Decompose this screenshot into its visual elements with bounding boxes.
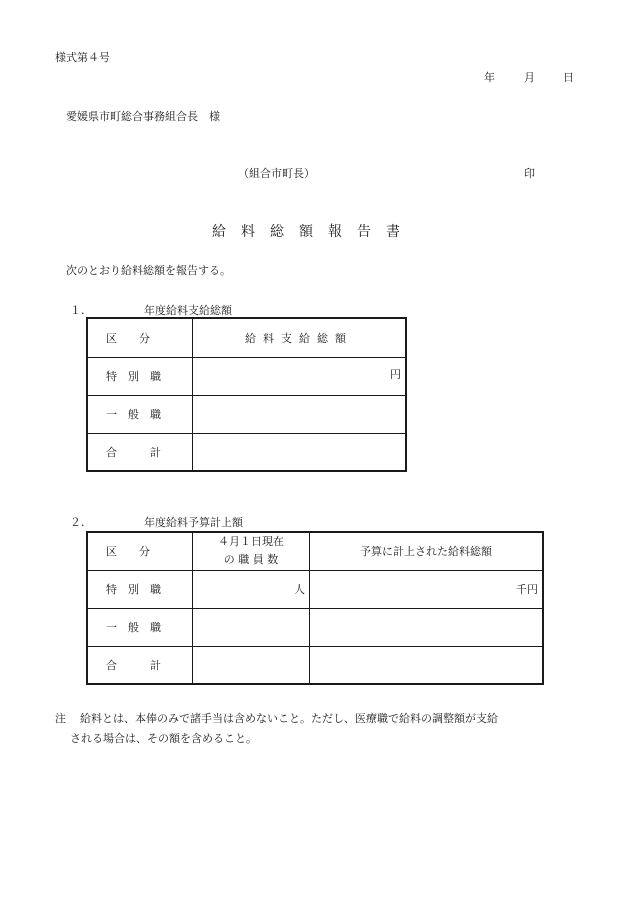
intro-text: 次のとおり給料総額を報告する。 [66, 264, 231, 277]
document-title: 給料総額報告書 [212, 224, 415, 240]
salary-budget-table [86, 531, 544, 685]
form-number: 様式第４号 [55, 51, 110, 64]
section1-number: １. [70, 304, 85, 317]
budget-cell[interactable] [310, 570, 544, 608]
amount-cell[interactable] [193, 357, 407, 395]
amount-cell[interactable] [193, 433, 407, 471]
section1-heading: 年度給料支給総額 [144, 304, 232, 317]
row-label: 合 計 [87, 646, 193, 684]
note-line1: 給料とは、本俸のみで諸手当は含めないこと。ただし、医療職で給料の調整額が支給 [80, 712, 498, 725]
amount-cell[interactable] [193, 395, 407, 433]
addressee: 愛媛県市町総合事務組合長 様 [66, 110, 220, 123]
staff-cell[interactable] [193, 646, 310, 684]
thousand-yen-unit: 千円 [516, 583, 538, 596]
budget-cell[interactable] [310, 608, 544, 646]
sender-title: （組合市町長） [238, 167, 315, 180]
header-payment-total: 給料支給総額 [193, 318, 407, 357]
row-label: 一 般 職 [87, 395, 193, 433]
row-label: 一 般 職 [87, 608, 193, 646]
section2-number: ２. [70, 516, 85, 529]
date-year: 年 [484, 71, 495, 84]
person-unit: 人 [294, 583, 305, 596]
header-staff-count: ４月１日現在 の 職 員 数 [193, 532, 310, 570]
note-prefix: 注 [55, 712, 66, 725]
date-day: 日 [563, 71, 574, 84]
staff-cell[interactable] [193, 570, 310, 608]
row-label: 合 計 [87, 433, 193, 471]
header-category: 区 分 [87, 318, 193, 357]
section2-heading: 年度給料予算計上額 [144, 516, 243, 529]
date-month: 月 [524, 71, 535, 84]
budget-cell[interactable] [310, 646, 544, 684]
staff-cell[interactable] [193, 608, 310, 646]
row-label: 特 別 職 [87, 357, 193, 395]
header-budget-total: 予算に計上された給料総額 [310, 532, 544, 570]
seal-mark: 印 [524, 167, 535, 180]
salary-payment-table [86, 317, 407, 472]
note-line2: される場合は、その額を含めること。 [70, 732, 257, 745]
yen-unit: 円 [390, 367, 401, 381]
header-category: 区 分 [87, 532, 193, 570]
row-label: 特 別 職 [87, 570, 193, 608]
